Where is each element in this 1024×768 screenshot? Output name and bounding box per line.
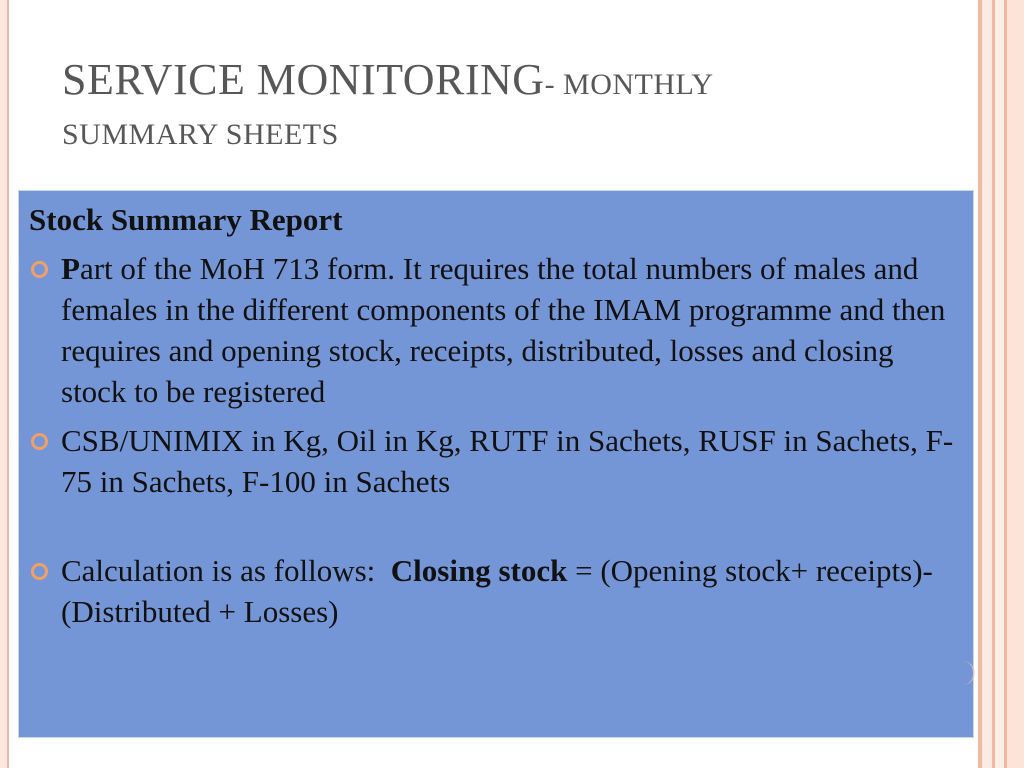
left-edge-decoration [0, 0, 9, 768]
bullet-text-suffix: = (Opening stock+ receipts)-(Distributed + Losses) [61, 553, 933, 629]
title-suffix: - MONTHLY [544, 68, 714, 101]
hollow-circle-bullet-icon [31, 563, 48, 580]
bullet-item [29, 248, 959, 412]
bullet-item [29, 420, 959, 502]
bullet-text: art of the MoH 713 form. It requires the total numbers of males and females in the different components of the IMAM programme and then requires and opening stock, receipts, distributed, losses and closing stock to be registered [61, 251, 946, 409]
slide-title [62, 55, 942, 151]
bullet-text-prefix: Calculation is as follows: [61, 553, 391, 588]
title-line-2: SUMMARY SHEETS [62, 118, 339, 151]
bullet-item [29, 550, 959, 632]
bullet-text: CSB/UNIMIX in Kg, Oil in Kg, RUTF in Sachets, RUSF in Sachets, F-75 in Sachets, F-100 in Sachets [61, 423, 954, 499]
hollow-circle-bullet-icon [31, 261, 48, 278]
content-panel [18, 190, 974, 738]
bullet-text-bold: Closing stock [390, 553, 568, 588]
stripe [995, 0, 1004, 768]
content-body [29, 199, 959, 640]
stripe [982, 0, 992, 768]
bullet-lead-letter: P [61, 251, 80, 286]
hollow-circle-bullet-icon [31, 433, 48, 450]
stripe [1007, 0, 1024, 768]
right-stripe-decoration [978, 0, 1024, 768]
title-line-1 [62, 55, 942, 104]
section-heading: Stock Summary Report [29, 202, 343, 237]
title-main: SERVICE MONITORING [62, 55, 545, 104]
faint-bracket-mark [963, 661, 975, 685]
